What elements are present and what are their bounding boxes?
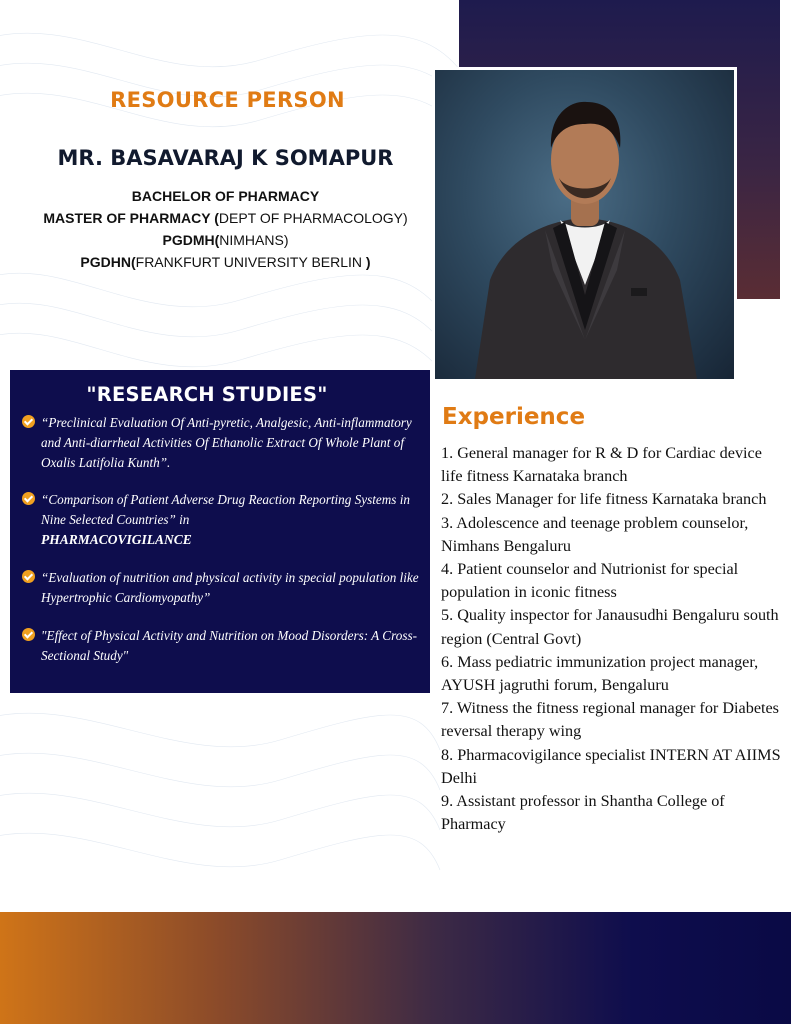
qualification-line: [0, 251, 451, 273]
qualification-detail: DEPT OF PHARMACOLOGY): [218, 210, 408, 226]
qualification-bold: PGDHN(: [80, 254, 136, 270]
experience-item: 5. Quality inspector for Janausudhi Bengaluru south region (Central Govt): [441, 606, 779, 648]
experience-item: 1. General manager for R & D for Cardiac device life fitness Karnataka branch: [441, 444, 762, 486]
qualification-bold: MASTER OF PHARMACY (: [43, 210, 219, 226]
qualification-detail: NIMHANS): [219, 232, 289, 248]
experience-item: 4. Patient counselor and Nutrionist for special population in iconic fitness: [441, 560, 739, 602]
experience-item: 8. Pharmacovigilance specialist INTERN AT AIIMS Delhi: [441, 745, 781, 787]
research-item-emphasis: PHARMACOVIGILANCE: [41, 532, 192, 547]
research-item-text-part: “Comparison of Patient Adverse Drug Reaction Reporting Systems in Nine Selected Countries” in: [41, 492, 410, 527]
experience-list: [441, 442, 786, 836]
footer-gradient-band: [0, 912, 791, 1024]
check-circle-icon: [22, 415, 35, 428]
research-item-text: [41, 490, 422, 550]
experience-item: 6. Mass pediatric immunization project manager, AYUSH jagruthi forum, Bengaluru: [441, 652, 759, 695]
experience-title: Experience: [442, 404, 586, 430]
qualification-bold: BACHELOR OF PHARMACY: [131, 188, 320, 204]
person-name: MR. BASAVARAJ K SOMAPUR: [57, 146, 394, 170]
qualification-line: [0, 229, 451, 251]
research-studies-panel: [10, 370, 430, 693]
check-circle-icon: [22, 570, 35, 583]
qualifications-list: [0, 185, 451, 273]
qualification-bold: ): [365, 254, 371, 270]
profile-photo-frame: [432, 67, 737, 382]
experience-item: 2. Sales Manager for life fitness Karnataka branch: [441, 490, 767, 509]
qualification-detail: FRANKFURT UNIVERSITY BERLIN: [135, 254, 366, 270]
research-item-text: “Preclinical Evaluation Of Anti-pyretic, Analgesic, Anti-inflammatory and Anti-diarrheal Activities Of Ethanolic Extract Of Whole Plant of Oxalis Latifolia Kunth”.: [41, 415, 412, 470]
research-item: [22, 626, 422, 666]
check-circle-icon: [22, 492, 35, 505]
page-title: RESOURCE PERSON: [110, 88, 345, 112]
profile-photo: [435, 70, 734, 379]
research-studies-title: "RESEARCH STUDIES": [86, 383, 328, 406]
research-item: [22, 413, 422, 473]
person-silhouette-icon: [435, 70, 734, 379]
research-item-text: "Effect of Physical Activity and Nutrition on Mood Disorders: A Cross-Sectional Study": [41, 628, 417, 663]
qualification-line: [0, 185, 451, 207]
qualification-line: [0, 207, 451, 229]
research-item: [22, 490, 422, 550]
experience-item: 7. Witness the fitness regional manager for Diabetes reversal therapy wing: [441, 699, 779, 741]
qualification-bold: PGDMH(: [162, 232, 220, 248]
check-circle-icon: [22, 628, 35, 641]
research-item-text: “Evaluation of nutrition and physical activity in special population like Hypertrophic Cardiomyopathy”: [41, 570, 419, 605]
research-item: [22, 568, 422, 608]
experience-item: 3. Adolescence and teenage problem counselor, Nimhans Bengaluru: [441, 513, 749, 555]
experience-item: 9. Assistant professor in Shantha College of Pharmacy: [441, 792, 725, 834]
